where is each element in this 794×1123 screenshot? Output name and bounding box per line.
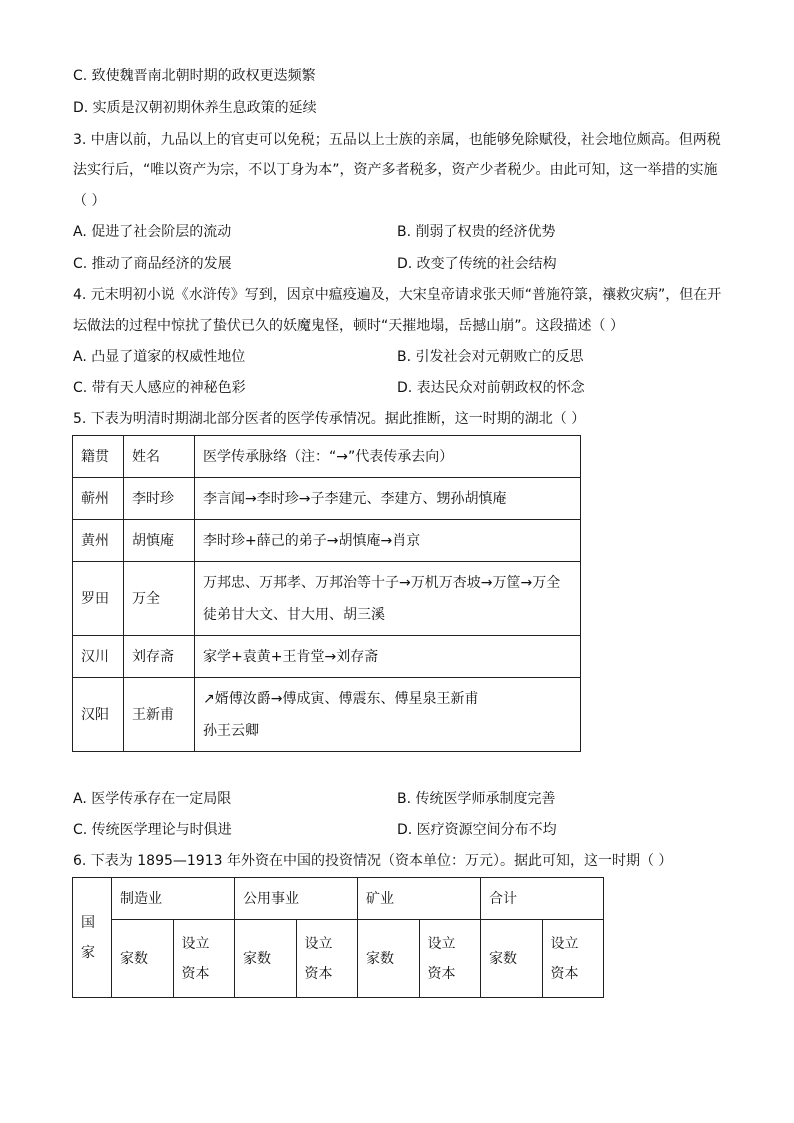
cell-name: 万全 — [124, 562, 195, 636]
header-cell-country: 国 家 — [73, 878, 112, 998]
q4-option-c: C. 带有天人感应的神秘色彩 — [73, 380, 246, 396]
q6-stem: 6. 下表为 1895—1913 年外资在中国的投资情况（资本单位：万元）。据此可知，这一时期（ ） — [73, 853, 673, 869]
q5-stem: 5. 下表为明清时期湖北部分医者的医学传承情况。据此推断，这一时期的湖北（ ） — [73, 411, 586, 427]
q4-stem-line2: 坛做法的过程中惊扰了蛰伏已久的妖魔鬼怪，顿时“天摧地塌，岳撼山崩”。这段描述（ ） — [73, 318, 624, 334]
cell-name: 胡慎庵 — [124, 520, 195, 562]
subheader-count: 家数 — [112, 920, 174, 998]
q5-option-b: B. 传统医学师承制度完善 — [397, 791, 556, 807]
q3-option-c: C. 推动了商品经济的发展 — [73, 256, 232, 272]
foreign-investment-table — [72, 877, 604, 998]
cell-lineage — [195, 678, 581, 752]
q4-option-a: A. 凸显了道家的权威性地位 — [73, 349, 246, 365]
header-cell-name: 姓名 — [124, 436, 195, 478]
lineage-line: 孙王云卿 — [203, 722, 259, 739]
cell-lineage: 家学+袁黄+王肯堂→刘存斋 — [195, 636, 581, 678]
q4-stem-line1: 4. 元末明初小说《水浒传》写到，因京中瘟疫遍及，大宋皇帝请求张天师“普施符箓，禳救灾病”，但在开 — [73, 287, 722, 303]
table-header-row — [73, 436, 581, 478]
subheader-capital: 设立 资本 — [419, 920, 481, 998]
subheader-capital: 设立 资本 — [542, 920, 604, 998]
lineage-line: 万邦忠、万邦孝、万邦治等十子→万机万杏坡→万筐→万全 — [203, 574, 561, 591]
cell-place: 汉川 — [73, 636, 124, 678]
header-cell-lineage: 医学传承脉络（注：“→”代表传承去向） — [195, 436, 581, 478]
subheader-capital: 设立 资本 — [173, 920, 235, 998]
q3-option-d: D. 改变了传统的社会结构 — [397, 256, 557, 272]
lineage-line: 徒弟甘大文、甘大用、胡三溪 — [203, 606, 385, 623]
cell-lineage — [195, 562, 581, 636]
cell-name: 刘存斋 — [124, 636, 195, 678]
subheader-capital: 设立 资本 — [296, 920, 358, 998]
header-cell-place: 籍贯 — [73, 436, 124, 478]
header-cell-total: 合计 — [481, 878, 604, 920]
cell-name: 王新甫 — [124, 678, 195, 752]
cell-place: 罗田 — [73, 562, 124, 636]
medical-lineage-table — [72, 435, 581, 752]
q5-option-c: C. 传统医学理论与时俱进 — [73, 822, 232, 838]
header-cell-utilities: 公用事业 — [235, 878, 358, 920]
subheader-count: 家数 — [235, 920, 297, 998]
q3-stem-line2: 法实行后，“唯以资产为宗，不以丁身为本”，资产多者税多，资产少者税少。由此可知，这一举措的实施 — [73, 162, 718, 178]
cell-place: 汉阳 — [73, 678, 124, 752]
q3-stem-line1: 3. 中唐以前，九品以上的官吏可以免税；五品以上士族的亲属，也能够免除赋役，社会地位颇高。但两税 — [73, 132, 721, 148]
q4-option-d: D. 表达民众对前朝政权的怀念 — [397, 380, 585, 396]
table-subheader-row — [73, 920, 604, 998]
cell-name: 李时珍 — [124, 478, 195, 520]
q5-option-d: D. 医疗资源空间分布不均 — [397, 822, 557, 838]
q2-option-c: C. 致使魏晋南北朝时期的政权更迭频繁 — [73, 68, 316, 84]
subheader-count: 家数 — [358, 920, 420, 998]
cell-lineage: 李时珍+薛己的弟子→胡慎庵→肖京 — [195, 520, 581, 562]
q2-option-d: D. 实质是汉朝初期休养生息政策的延续 — [73, 100, 317, 116]
table-row — [73, 562, 581, 636]
header-cell-manufacturing: 制造业 — [112, 878, 235, 920]
q4-option-b: B. 引发社会对元朝败亡的反思 — [397, 349, 584, 365]
cell-place: 黄州 — [73, 520, 124, 562]
cell-place: 蕲州 — [73, 478, 124, 520]
table-row — [73, 520, 581, 562]
header-cell-mining: 矿业 — [358, 878, 481, 920]
subheader-count: 家数 — [481, 920, 543, 998]
q5-option-a: A. 医学传承存在一定局限 — [73, 791, 232, 807]
q3-answer-paren: （ ） — [73, 193, 106, 209]
table-row — [73, 636, 581, 678]
lineage-line: ↗婿傅汝爵→傅成寅、傅震东、傅星泉王新甫 — [203, 690, 479, 707]
table-header-row — [73, 878, 604, 920]
table-row — [73, 678, 581, 752]
q3-option-b: B. 削弱了权贵的经济优势 — [397, 224, 556, 240]
q3-option-a: A. 促进了社会阶层的流动 — [73, 224, 232, 240]
table-row — [73, 478, 581, 520]
cell-lineage: 李言闻→李时珍→子李建元、李建方、甥孙胡慎庵 — [195, 478, 581, 520]
